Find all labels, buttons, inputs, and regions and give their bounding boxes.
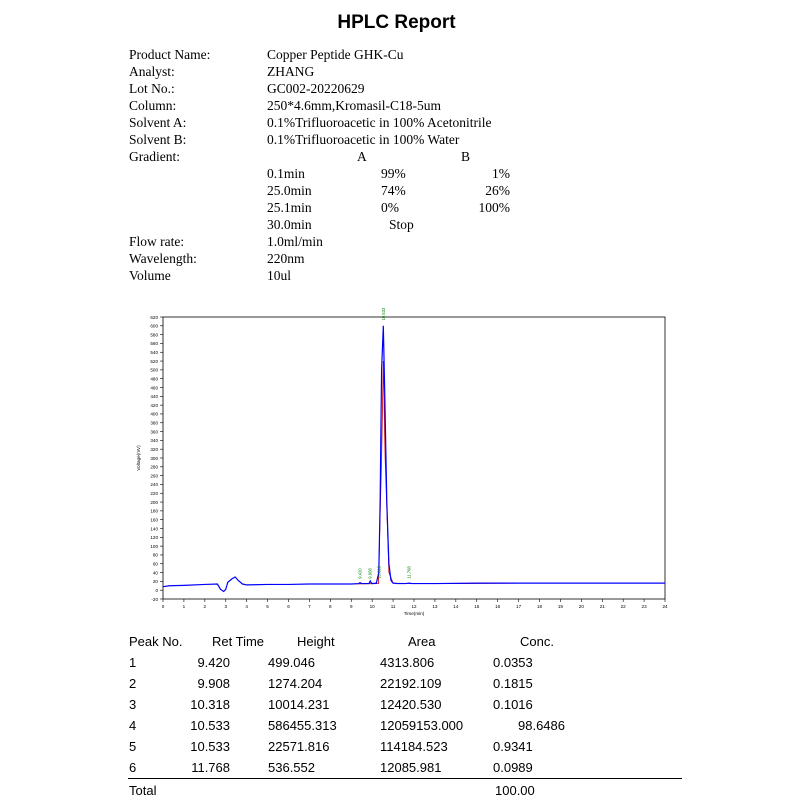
peak-cell: 9.420: [197, 655, 230, 670]
info-value: 0.1%Trifluoroacetic in 100% Acetonitrile: [267, 115, 492, 130]
info-label: Gradient:: [129, 149, 180, 164]
peak-cell: 12420.530: [380, 697, 442, 712]
gradient-b: 100%: [478, 200, 510, 215]
col-header-conc: Conc.: [520, 634, 554, 649]
y-tick-label: 460: [150, 385, 158, 391]
info-label: Column:: [129, 98, 177, 113]
x-tick-label: 8: [329, 604, 332, 609]
y-tick-label: 140: [150, 526, 158, 532]
peak-cell: 2: [129, 676, 137, 691]
peak-cell: 4313.806: [380, 655, 435, 670]
peak-cell: 499.046: [268, 655, 315, 670]
x-tick-label: 24: [662, 604, 668, 609]
peak-cell: 5: [129, 739, 137, 754]
x-tick-label: 6: [287, 604, 290, 609]
peak-cell: 22571.816: [268, 739, 330, 754]
info-value: 1.0ml/min: [267, 234, 323, 249]
gradient-a: 99%: [381, 166, 406, 181]
total-value: 100.00: [495, 783, 535, 798]
y-tick-label: 60: [152, 561, 158, 567]
report-title: HPLC Report: [337, 12, 456, 33]
x-tick-label: 20: [578, 604, 584, 609]
y-tick-label: 580: [150, 332, 158, 338]
peak-cell: 0.0989: [493, 760, 533, 775]
info-label: Solvent B:: [129, 132, 187, 147]
peak-label: 10.533: [380, 308, 386, 321]
peak-cell: 586455.313: [268, 718, 337, 733]
gradient-time: 25.1min: [267, 200, 312, 215]
y-tick-label: 260: [150, 473, 158, 479]
y-tick-label: 540: [150, 350, 158, 356]
x-tick-label: 16: [495, 604, 501, 609]
x-tick-label: 10: [369, 604, 375, 609]
y-tick-label: 520: [150, 358, 158, 364]
y-tick-label: 500: [150, 367, 158, 373]
peak-label: 11.768: [406, 566, 412, 579]
peak-cell: 6: [129, 760, 137, 775]
col-header-ret-time: Ret Time: [212, 634, 265, 649]
peak-cell: 98.6486: [518, 718, 565, 733]
y-tick-label: 120: [150, 535, 158, 541]
x-tick-label: 23: [641, 604, 647, 609]
y-tick-label: 560: [150, 341, 158, 347]
info-label: Lot No.:: [129, 81, 175, 96]
peak-cell: 12059153.000: [380, 718, 464, 733]
y-tick-label: 0: [155, 587, 158, 593]
x-axis-label: Time(min): [403, 611, 425, 616]
y-tick-label: -20: [151, 596, 158, 602]
col-header-peak-no: Peak No.: [129, 634, 183, 649]
peak-cell: 10014.231: [268, 697, 330, 712]
peak-cell: 0.0353: [493, 655, 533, 670]
info-value: 250*4.6mm,Kromasil-C18-5um: [267, 98, 441, 113]
y-tick-label: 220: [150, 491, 158, 497]
chromatogram-chart: [128, 308, 673, 630]
y-tick-label: 380: [150, 420, 158, 426]
info-value: 0.1%Trifluoroacetic in 100% Water: [267, 132, 460, 147]
x-tick-label: 9: [349, 604, 353, 609]
col-header-height: Height: [297, 634, 335, 649]
y-tick-label: 40: [152, 570, 158, 576]
peak-cell: 10.533: [190, 718, 230, 733]
x-tick-label: 15: [474, 604, 480, 609]
peak-label: 9.908: [367, 568, 373, 579]
info-value: Copper Peptide GHK-Cu: [267, 47, 404, 62]
y-tick-label: 600: [150, 323, 158, 329]
total-rule: [128, 778, 682, 779]
y-tick-label: 320: [150, 446, 158, 452]
x-tick-label: 13: [432, 604, 438, 609]
gradient-b: 26%: [485, 183, 510, 198]
y-tick-label: 80: [152, 552, 158, 558]
info-label: Product Name:: [129, 47, 211, 62]
x-tick-label: 7: [308, 604, 311, 609]
gradient-a: Stop: [389, 217, 414, 232]
gradient-col-a: A: [357, 149, 367, 164]
y-axis-label: Voltage(mV): [136, 445, 141, 471]
y-tick-label: 420: [150, 402, 158, 408]
peak-label: 10.318: [376, 565, 382, 579]
peak-cell: 114184.523: [380, 739, 448, 754]
peak-label: 9.420: [357, 568, 363, 579]
peak-cell: 10.533: [190, 739, 230, 754]
gradient-b: 1%: [492, 166, 510, 181]
x-tick-label: 0: [161, 604, 165, 609]
peak-cell: 22192.109: [380, 676, 442, 691]
x-tick-label: 3: [224, 604, 228, 609]
x-tick-label: 22: [620, 604, 626, 609]
peak-cell: 1274.204: [268, 676, 323, 691]
info-label: Analyst:: [129, 64, 175, 79]
y-tick-label: 440: [150, 394, 158, 400]
y-tick-label: 620: [150, 314, 158, 320]
gradient-a: 0%: [381, 200, 399, 215]
info-label: Solvent A:: [129, 115, 187, 130]
x-tick-label: 11: [390, 604, 396, 609]
gradient-a: 74%: [381, 183, 406, 198]
info-value: GC002-20220629: [267, 81, 365, 96]
x-tick-label: 5: [266, 604, 269, 609]
gradient-col-b: B: [461, 149, 471, 164]
peak-cell: 11.768: [191, 760, 230, 775]
peak-cell: 10.318: [190, 697, 230, 712]
peak-cell: 4: [129, 718, 137, 733]
peak-cell: 9.908: [197, 676, 230, 691]
peak-cell: 536.552: [268, 760, 315, 775]
peak-cell: 0.1016: [493, 697, 533, 712]
peak-cell: 12085.981: [380, 760, 442, 775]
y-tick-label: 300: [150, 455, 158, 461]
gradient-time: 25.0min: [267, 183, 312, 198]
y-tick-label: 400: [150, 411, 158, 417]
gradient-time: 30.0min: [267, 217, 312, 232]
x-tick-label: 17: [516, 604, 522, 609]
x-tick-label: 1: [182, 604, 186, 609]
info-label: Volume: [129, 268, 171, 283]
info-value: 10ul: [267, 268, 292, 283]
y-tick-label: 340: [150, 438, 158, 444]
x-tick-label: 4: [245, 604, 248, 609]
peak-cell: 3: [129, 697, 137, 712]
x-tick-label: 2: [203, 604, 207, 609]
y-tick-label: 20: [152, 579, 158, 585]
y-tick-label: 160: [150, 517, 158, 523]
y-tick-label: 180: [150, 508, 158, 514]
info-label: Flow rate:: [129, 234, 185, 249]
x-tick-label: 12: [411, 604, 417, 609]
y-tick-label: 360: [150, 429, 158, 435]
y-tick-label: 100: [150, 543, 158, 549]
plot-area: [163, 317, 665, 599]
x-tick-label: 21: [599, 604, 605, 609]
info-value: 220nm: [267, 251, 305, 266]
y-tick-label: 240: [150, 482, 158, 488]
peak-cell: 1: [129, 655, 137, 670]
peak-cell: 0.1815: [493, 676, 533, 691]
x-tick-label: 14: [453, 604, 459, 609]
x-tick-label: 19: [557, 604, 563, 609]
peak-cell: 0.9341: [493, 739, 533, 754]
gradient-time: 0.1min: [267, 166, 305, 181]
info-value: ZHANG: [267, 64, 315, 79]
info-label: Wavelength:: [129, 251, 197, 266]
y-tick-label: 200: [150, 499, 158, 505]
x-tick-label: 18: [536, 604, 543, 609]
col-header-area: Area: [408, 634, 436, 649]
y-tick-label: 480: [150, 376, 158, 382]
y-tick-label: 280: [150, 464, 158, 470]
total-label: Total: [129, 783, 157, 798]
